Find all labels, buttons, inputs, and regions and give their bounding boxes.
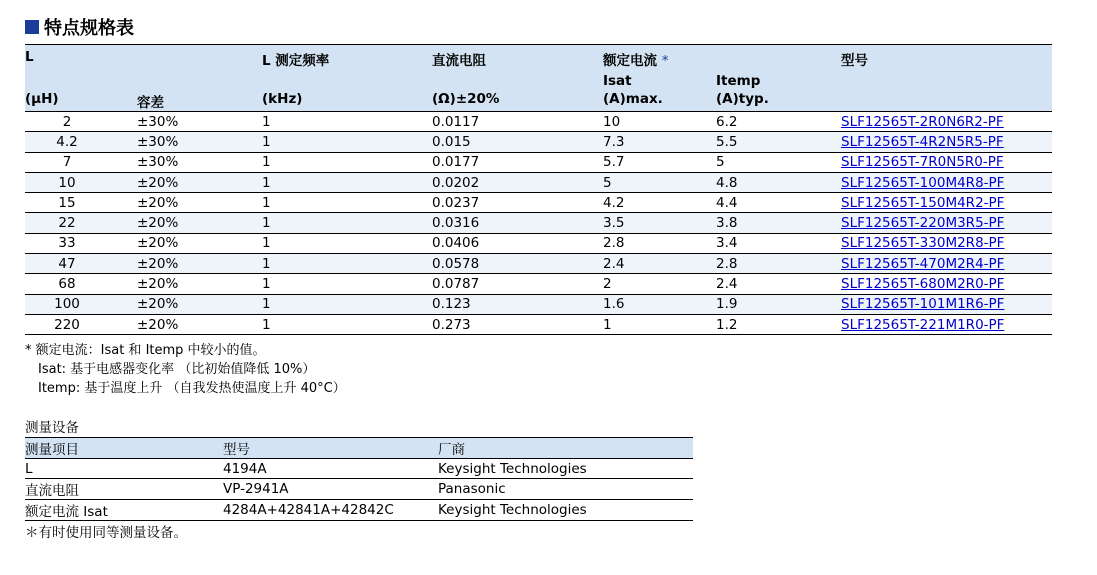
cell-l: 4.2	[25, 132, 137, 152]
cell-tol: ±20%	[137, 294, 262, 314]
part-number-link[interactable]: SLF12565T-2R0N6R2-PF	[841, 113, 1004, 130]
cell-freq: 1	[262, 172, 432, 192]
part-number-link[interactable]: SLF12565T-221M1R0-PF	[841, 316, 1005, 333]
cell-dcr: 0.0578	[432, 254, 603, 274]
asterisk-mark: *	[661, 53, 669, 69]
cell-freq: 1	[262, 314, 432, 334]
cell-itemp: 2.8	[716, 254, 841, 274]
table-row	[25, 213, 1052, 233]
cell-tol: ±30%	[137, 132, 262, 152]
meas-maker: Panasonic	[438, 479, 693, 500]
header-part-number: 型号	[841, 45, 1052, 74]
cell-part	[841, 152, 1052, 172]
header-rated-current: 额定电流 *	[603, 45, 841, 74]
cell-isat: 5.7	[603, 152, 716, 172]
cell-dcr: 0.015	[432, 132, 603, 152]
cell-l: 7	[25, 152, 137, 172]
cell-l: 47	[25, 254, 137, 274]
cell-isat: 4.2	[603, 193, 716, 213]
table-row	[25, 459, 693, 479]
meas-item: 直流电阻	[25, 479, 223, 500]
cell-l: 15	[25, 193, 137, 213]
cell-dcr: 0.0316	[432, 213, 603, 233]
cell-dcr: 0.0237	[432, 193, 603, 213]
section-title	[25, 14, 134, 40]
part-number-link[interactable]: SLF12565T-7R0N5R0-PF	[841, 154, 1004, 171]
cell-dcr: 0.0177	[432, 152, 603, 172]
cell-freq: 1	[262, 112, 432, 132]
spec-table	[25, 44, 1052, 335]
cell-tol: ±20%	[137, 172, 262, 192]
header-itemp-unit: (A)typ.	[716, 91, 841, 112]
cell-dcr: 0.0202	[432, 172, 603, 192]
cell-part	[841, 294, 1052, 314]
part-number-link[interactable]: SLF12565T-470M2R4-PF	[841, 255, 1005, 272]
cell-tol: ±20%	[137, 193, 262, 213]
cell-itemp: 2.4	[716, 274, 841, 294]
cell-l: 10	[25, 172, 137, 192]
cell-l: 22	[25, 213, 137, 233]
cell-tol: ±20%	[137, 314, 262, 334]
cell-freq: 1	[262, 233, 432, 253]
cell-l: 2	[25, 112, 137, 132]
part-number-link[interactable]: SLF12565T-101M1R6-PF	[841, 296, 1005, 313]
cell-dcr: 0.0117	[432, 112, 603, 132]
table-row	[25, 294, 1052, 314]
header-tolerance: 容差	[137, 91, 262, 112]
meas-header-item: 测量项目	[25, 438, 223, 459]
cell-dcr: 0.0406	[432, 233, 603, 253]
table-row	[25, 233, 1052, 253]
cell-l: 220	[25, 314, 137, 334]
part-number-link[interactable]: SLF12565T-680M2R0-PF	[841, 276, 1005, 293]
header-freq-unit: (kHz)	[262, 91, 432, 112]
cell-tol: ±30%	[137, 152, 262, 172]
meas-header-model: 型号	[223, 438, 438, 459]
cell-isat: 1.6	[603, 294, 716, 314]
cell-tol: ±20%	[137, 254, 262, 274]
measurement-table	[25, 437, 693, 521]
meas-maker: Keysight Technologies	[438, 500, 693, 521]
part-number-link[interactable]: SLF12565T-220M3R5-PF	[841, 215, 1005, 232]
cell-dcr: 0.123	[432, 294, 603, 314]
measurement-title: 测量设备	[25, 420, 79, 436]
cell-itemp: 5.5	[716, 132, 841, 152]
table-row	[25, 314, 1052, 334]
cell-part	[841, 172, 1052, 192]
cell-dcr: 0.0787	[432, 274, 603, 294]
table-row	[25, 172, 1052, 192]
meas-model: VP-2941A	[223, 479, 438, 500]
cell-l: 68	[25, 274, 137, 294]
meas-model: 4284A+42841A+42842C	[223, 500, 438, 521]
cell-dcr: 0.273	[432, 314, 603, 334]
part-number-link[interactable]: SLF12565T-330M2R8-PF	[841, 235, 1005, 252]
cell-l: 100	[25, 294, 137, 314]
table-row	[25, 254, 1052, 274]
footnotes	[25, 341, 346, 398]
cell-itemp: 3.8	[716, 213, 841, 233]
cell-freq: 1	[262, 152, 432, 172]
meas-model: 4194A	[223, 459, 438, 479]
cell-freq: 1	[262, 254, 432, 274]
section-title-text: 特点规格表	[44, 18, 134, 39]
table-row	[25, 274, 1052, 294]
cell-part	[841, 254, 1052, 274]
meas-header-maker: 厂商	[438, 438, 693, 459]
header-isat-unit: (A)max.	[603, 91, 716, 112]
header-isat: Isat	[603, 73, 632, 89]
cell-isat: 7.3	[603, 132, 716, 152]
part-number-link[interactable]: SLF12565T-100M4R8-PF	[841, 174, 1005, 191]
cell-l: 33	[25, 233, 137, 253]
cell-part	[841, 314, 1052, 334]
cell-itemp: 4.8	[716, 172, 841, 192]
cell-freq: 1	[262, 294, 432, 314]
footnote-itemp: Itemp: 基于温度上升 （自我发热使温度上升 40°C）	[38, 381, 346, 396]
cell-isat: 2.8	[603, 233, 716, 253]
cell-tol: ±20%	[137, 274, 262, 294]
cell-isat: 5	[603, 172, 716, 192]
header-l: L	[25, 45, 137, 74]
cell-itemp: 3.4	[716, 233, 841, 253]
title-square-icon	[25, 20, 39, 34]
cell-freq: 1	[262, 193, 432, 213]
cell-isat: 1	[603, 314, 716, 334]
cell-freq: 1	[262, 132, 432, 152]
cell-itemp: 4.4	[716, 193, 841, 213]
part-number-link[interactable]: SLF12565T-150M4R2-PF	[841, 194, 1005, 211]
meas-item: L	[25, 459, 223, 479]
cell-itemp: 1.9	[716, 294, 841, 314]
measurement-note: ＊有时使用同等测量设备。	[25, 525, 187, 541]
table-row	[25, 152, 1052, 172]
cell-isat: 3.5	[603, 213, 716, 233]
header-freq: L 测定频率	[262, 45, 432, 74]
header-itemp: Itemp	[716, 73, 761, 89]
cell-isat: 2.4	[603, 254, 716, 274]
cell-tol: ±20%	[137, 233, 262, 253]
cell-freq: 1	[262, 213, 432, 233]
cell-part	[841, 274, 1052, 294]
footnote-rated-current: * 额定电流：Isat 和 Itemp 中较小的值。	[25, 343, 266, 358]
table-row	[25, 132, 1052, 152]
cell-isat: 10	[603, 112, 716, 132]
table-row	[25, 112, 1052, 132]
table-row	[25, 193, 1052, 213]
cell-part	[841, 132, 1052, 152]
cell-freq: 1	[262, 274, 432, 294]
cell-itemp: 6.2	[716, 112, 841, 132]
cell-part	[841, 213, 1052, 233]
meas-maker: Keysight Technologies	[438, 459, 693, 479]
table-row	[25, 479, 693, 500]
cell-itemp: 5	[716, 152, 841, 172]
meas-item: 额定电流 Isat	[25, 500, 223, 521]
cell-tol: ±20%	[137, 213, 262, 233]
header-dcr-unit: (Ω)±20%	[432, 91, 603, 112]
header-l-unit: (μH)	[25, 91, 137, 112]
table-row	[25, 500, 693, 521]
cell-itemp: 1.2	[716, 314, 841, 334]
cell-tol: ±30%	[137, 112, 262, 132]
cell-part	[841, 193, 1052, 213]
header-dcr: 直流电阻	[432, 45, 603, 74]
cell-part	[841, 233, 1052, 253]
cell-part	[841, 112, 1052, 132]
cell-isat: 2	[603, 274, 716, 294]
part-number-link[interactable]: SLF12565T-4R2N5R5-PF	[841, 133, 1004, 150]
footnote-isat: Isat: 基于电感器变化率 （比初始值降低 10%）	[38, 362, 316, 377]
